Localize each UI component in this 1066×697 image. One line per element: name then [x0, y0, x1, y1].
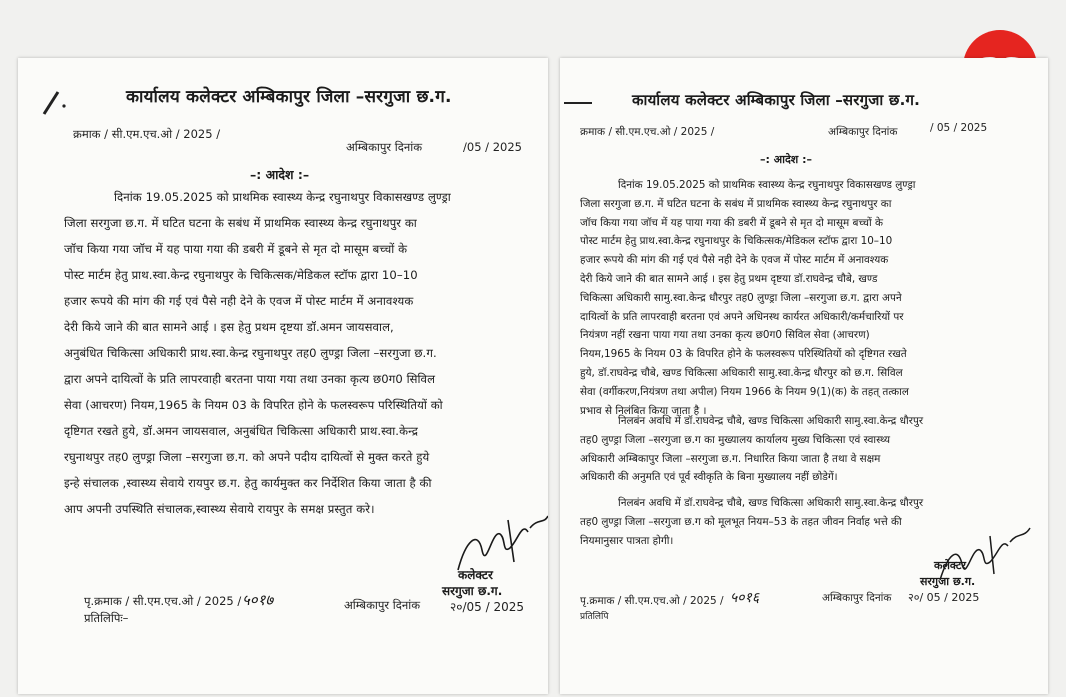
body-line: चिकित्सा अधिकारी सामु.स्वा.केन्द्र धौरपुर तह0 लुण्ड्रा जिला –सरगुजा छ.ग. द्वारा अपने	[580, 291, 902, 304]
left-order-document	[18, 58, 548, 694]
endorsement-number: ५०१७	[242, 591, 274, 609]
body-line: देरी किये जाने की बात सामने आई । इस हेतु प्रथम दृष्टया डॉ.राघवेन्द्र चौबे, खण्ड	[580, 272, 878, 285]
order-body-paragraph-2	[580, 412, 992, 487]
body-line: हजार रूपये की मांग की गई एवं पैसे नही देने के एवज में पोस्ट मार्टम में अनावश्यक	[580, 254, 889, 267]
endorsement-place-date: अम्बिकापुर दिनांक	[822, 592, 892, 604]
order-body-paragraph-3	[580, 494, 992, 550]
copy-label: प्रतिलिपिः–	[84, 611, 129, 625]
endorsement-place-date: अम्बिकापुर दिनांक	[344, 598, 421, 612]
order-date: / 05 / 2025	[930, 122, 988, 134]
body-line: आप अपनी उपस्थिति संचालक,स्वास्थ्य सेवाये रायपुर के समक्ष प्रस्तुत करे।	[64, 502, 375, 516]
body-line: निलबंन अवधि में डॉ.राघवेन्द्र चौबे, खण्ड चिकित्सा अधिकारी सामु.स्वा.केन्द्र धौरपुर	[618, 497, 924, 509]
signatory-place: सरगुजा छ.ग.	[442, 584, 503, 598]
body-line: सेवा (आचरण) नियम,1965 के नियम 03 के विपरित होने के फलस्वरूप परिस्थितियों को	[64, 398, 443, 412]
reference-number: क्रमाक / सी.एम.एच.ओ / 2025 /	[580, 126, 715, 138]
order-date: /05 / 2025	[463, 140, 522, 154]
endorsement-reference: पृ.क्रमाक / सी.एम.एच.ओ / 2025 /	[84, 594, 242, 608]
body-line: अधिकारी की अनुमति एवं पूर्व स्वीकृति के बिना मुख्यालय नहीं छोडेगें।	[580, 471, 838, 484]
pen-mark	[562, 94, 596, 113]
body-line: रघुनाथपुर तह0 लुण्ड्रा जिला –सरगुजा छ.ग. को अपने पदीय दायित्वों से मुक्त करते हुये	[64, 450, 430, 464]
signatory-title: कलेक्टर	[934, 559, 966, 572]
office-header: कार्यालय कलेक्टर अम्बिकापुर जिला –सरगुजा छ.ग.	[632, 91, 921, 109]
endorsement-number: ५०१६	[730, 590, 760, 606]
order-heading: –: आदेश :–	[250, 167, 310, 182]
body-line: जिला सरगुजा छ.ग. में घटित घटना के सबंध में प्राथमिक स्वास्थ्य केन्द्र रघुनाथपुर का	[580, 197, 892, 210]
endorsement-date: २०/ 05 / 2025	[908, 591, 980, 604]
body-line: तह0 लुण्ड्रा जिला –सरगुजा छ.ग को मूलभूत नियम–53 के तहत जीवन निर्वाह भत्ते की	[580, 515, 902, 528]
body-line: हुये, डॉ.राघवेन्द्र चौबे, खण्ड चिकित्सा अधिकारी सामु.स्वा.केन्द्र धौरपुर को छ.ग. सिविल	[580, 366, 903, 379]
body-line: दिनांक 19.05.2025 को प्राथमिक स्वास्थ्य केन्द्र रघुनाथपुर विकासखण्ड लुण्ड्रा	[114, 190, 451, 204]
body-line: प्रभाव से निलंबित किया जाता है ।	[580, 404, 707, 417]
body-line: देरी किये जाने की बात सामने आई । इस हेतु प्रथम दृष्टया डॉ.अमन जायसवाल,	[64, 320, 394, 334]
body-line: सेवा (वर्गीकरण,नियंत्रण तथा अपील) नियम 1966 के नियम 9(1)(क) के तहत् तत्काल	[580, 385, 909, 398]
office-header: कार्यालय कलेक्टर अम्बिकापुर जिला –सरगुजा छ.ग.	[126, 87, 452, 107]
order-body	[64, 184, 534, 522]
body-line: पोस्ट मार्टम हेतु प्राथ.स्वा.केन्द्र रघुनाथपुर के चिकित्सक/मेडिकल स्टॉफ द्वारा 10–10	[580, 235, 893, 248]
pen-mark	[38, 88, 68, 122]
body-line: नियंत्रण नहीं रखना पाया गया तथा उनका कृत्य छ0ग0 सिविल सेवा (आचरण)	[580, 329, 870, 342]
body-line: जॉच किया गया जॉच में यह पाया गया की डबरी में डूबने से मृत दो मासूम बच्चों के	[64, 242, 408, 256]
body-line: द्वारा अपने दायित्वों के प्रति लापरवाही बरतना पाया गया तथा उनका कृत्य छ0ग0 सिविल	[64, 372, 436, 386]
place-date-label: अम्बिकापुर दिनांक	[828, 126, 898, 138]
body-line: जिला सरगुजा छ.ग. में घटित घटना के सबंध में प्राथमिक स्वास्थ्य केन्द्र रघुनाथपुर का	[64, 216, 417, 230]
right-order-document	[560, 58, 1048, 694]
body-line: दृष्टिगत रखते हुये, डॉ.अमन जायसवाल, अनुबंधित चिकित्सा अधिकारी प्राथ.स्वा.केन्द्र	[64, 424, 419, 438]
signatory-place: सरगुजा छ.ग.	[920, 575, 976, 588]
body-line: अधिकारी अम्बिकापुर जिला –सरगुजा छ.ग. निधारित किया जाता है तथा वे सक्षम	[580, 452, 881, 465]
endorsement-date: २०/05 / 2025	[450, 600, 525, 614]
copy-label: प्रतिलिपि	[580, 612, 609, 622]
body-line: निलबंन अवधि में डॉ.राघवेन्द्र चौबे, खण्ड चिकित्सा अधिकारी सामु.स्वा.केन्द्र धौरपुर	[618, 415, 924, 427]
place-date-label: अम्बिकापुर दिनांक	[346, 140, 423, 154]
order-heading: –: आदेश :–	[760, 153, 813, 166]
reference-number: क्रमाक / सी.एम.एच.ओ / 2025 /	[73, 127, 221, 141]
body-line: इन्हे संचालक ,स्वास्थ्य सेवाये रायपुर छ.ग. हेतु कार्यमुक्त कर निर्देशित किया जाता है की	[64, 476, 432, 490]
order-body-paragraph-1	[580, 176, 992, 420]
body-line: पोस्ट मार्टम हेतु प्राथ.स्वा.केन्द्र रघुनाथपुर के चिकित्सक/मेडिकल स्टॉफ द्वारा 10–10	[64, 268, 418, 282]
endorsement-reference: पृ.क्रमाक / सी.एम.एच.ओ / 2025 /	[580, 595, 724, 607]
body-line: जॉच किया गया जॉच में यह पाया गया की डबरी में डूबने से मृत दो मासूम बच्चों के	[580, 216, 883, 229]
body-line: हजार रूपये की मांग की गई एवं पैसे नही देने के एवज में पोस्ट मार्टम में अनावश्यक	[64, 294, 414, 308]
body-line: नियम,1965 के नियम 03 के विपरित होने के फलस्वरूप परिस्थितियों को दृष्टिगत रखते	[580, 348, 907, 361]
body-line: तह0 लुण्ड्रा जिला –सरगुजा छ.ग का मुख्यालय कार्यालय मुख्य चिकित्सा एवं स्वास्थ्य	[580, 433, 890, 446]
body-line: दायित्वों के प्रति लापरवाही बरतना एवं अपने अधिनस्थ कार्यरत अधिकारी/कर्मचारियों पर	[580, 310, 904, 323]
body-line: दिनांक 19.05.2025 को प्राथमिक स्वास्थ्य केन्द्र रघुनाथपुर विकासखण्ड लुण्ड्रा	[618, 179, 916, 191]
body-line: नियमानुसार पात्रता होगी।	[580, 534, 674, 547]
signatory-title: कलेक्टर	[458, 568, 493, 582]
body-line: अनुबंधित चिकित्सा अधिकारी प्राथ.स्वा.केन्द्र रघुनाथपुर तह0 लुण्ड्रा जिला –सरगुजा छ.ग.	[64, 346, 437, 360]
